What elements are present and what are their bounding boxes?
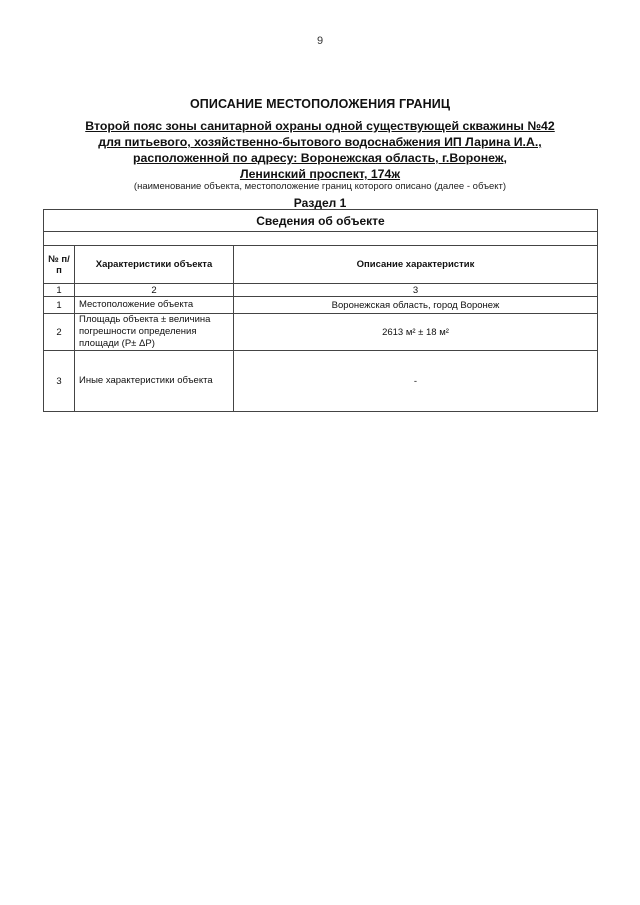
index-cell: 3 — [234, 284, 598, 297]
object-info-table — [43, 209, 598, 412]
header-num: № п/п — [44, 246, 75, 284]
table-row — [44, 297, 598, 314]
object-name-line-text: Второй пояс зоны санитарной охраны одной существующей скважины №42 — [85, 119, 555, 133]
table-index-row — [44, 284, 598, 297]
object-caption: (наименование объекта, местоположение границ которого описано (далее - объект) — [133, 181, 507, 192]
table-row — [44, 351, 598, 412]
row-description: Воронежская область, город Воронеж — [234, 297, 598, 314]
object-name-line-text: Ленинский проспект, 174ж — [239, 167, 401, 181]
table-title-row — [44, 210, 598, 232]
row-num: 2 — [44, 314, 75, 351]
document-title: ОПИСАНИЕ МЕСТОПОЛОЖЕНИЯ ГРАНИЦ — [189, 97, 451, 111]
index-cell: 1 — [44, 284, 75, 297]
object-name-line — [40, 134, 600, 150]
row-description: - — [234, 351, 598, 412]
row-num: 3 — [44, 351, 75, 412]
object-name-line-text: для питьевого, хозяйственно-бытового водоснабжения ИП Ларина И.А., — [98, 135, 542, 149]
row-description: 2613 м² ± 18 м² — [234, 314, 598, 351]
header-description: Описание характеристик — [234, 246, 598, 284]
object-name-line-text: расположенной по адресу: Воронежская область, г.Воронеж, — [133, 151, 507, 165]
table-row — [44, 314, 598, 351]
row-num: 1 — [44, 297, 75, 314]
row-characteristic: Иные характеристики объекта — [75, 351, 234, 412]
object-name-line — [40, 166, 600, 182]
object-name-line — [40, 118, 600, 134]
table-header-row — [44, 246, 598, 284]
table-spacer-row — [44, 232, 598, 246]
table-spacer-cell — [44, 232, 598, 246]
row-characteristic: Площадь объекта ± величина погрешности определения площади (Р± ΔР) — [75, 314, 234, 351]
index-cell: 2 — [75, 284, 234, 297]
header-characteristic: Характеристики объекта — [75, 246, 234, 284]
page-number: 9 — [316, 35, 324, 47]
section-label: Раздел 1 — [293, 196, 347, 210]
object-name-line — [40, 150, 600, 166]
object-name — [40, 118, 600, 182]
row-characteristic: Местоположение объекта — [75, 297, 234, 314]
table-title: Сведения об объекте — [44, 210, 598, 232]
